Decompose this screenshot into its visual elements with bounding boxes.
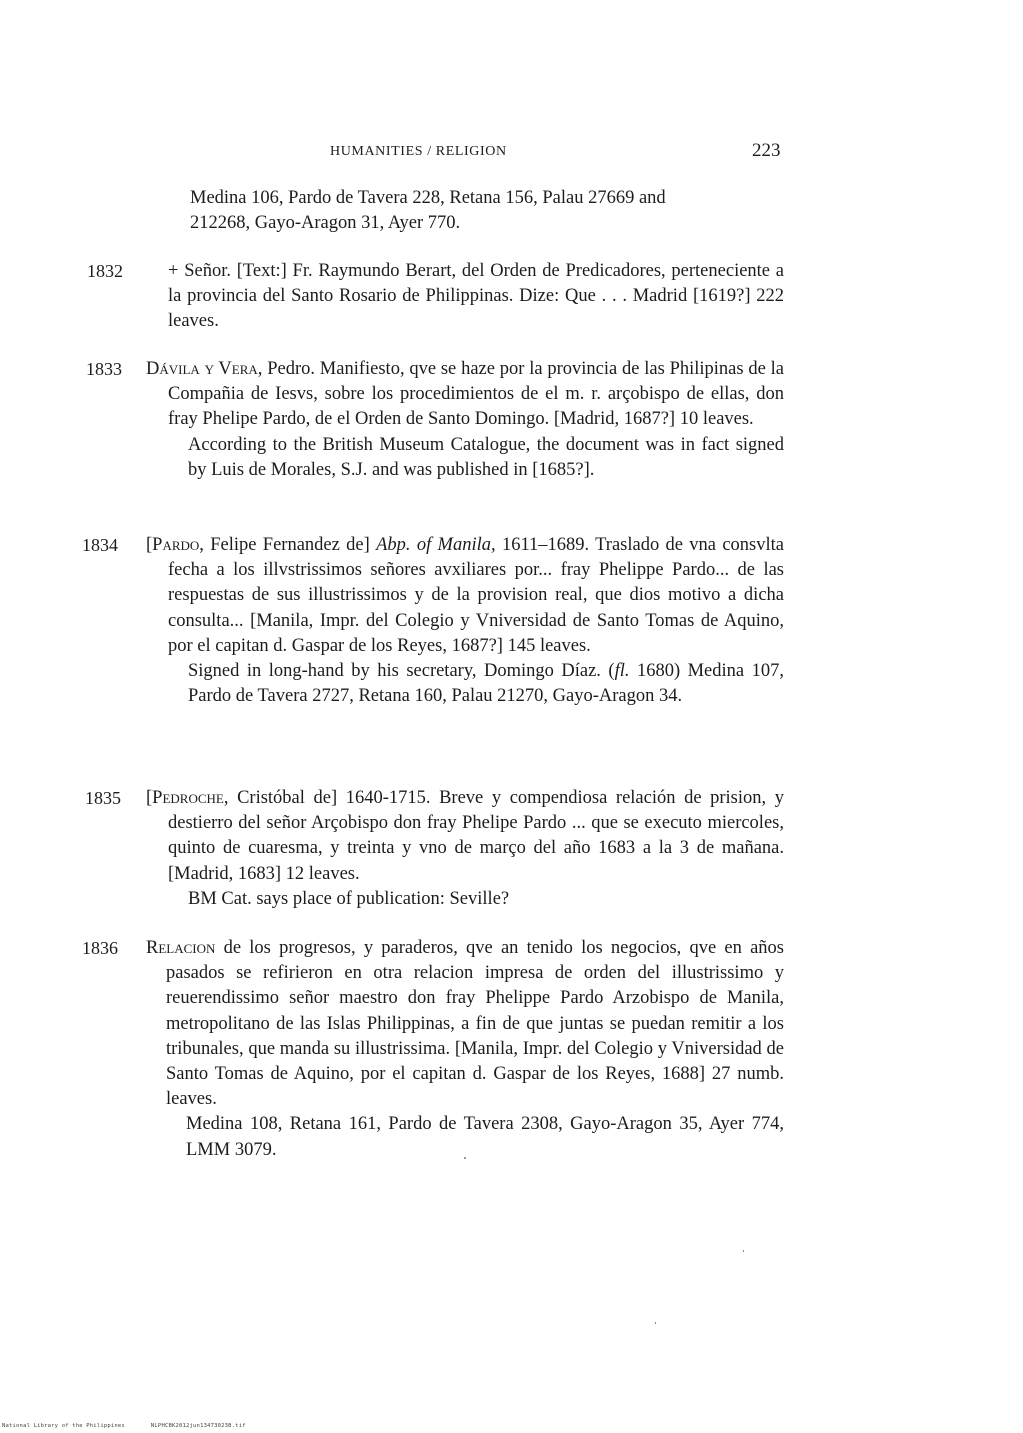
entry-1834-note-fl: fl. (614, 661, 630, 682)
entry-number-1832: 1832 (87, 261, 123, 281)
scan-speck (743, 1250, 744, 1252)
footer-library: National Library of the Philippines (2, 1423, 125, 1429)
entry-1835-text: Cristóbal de] 1640-1715. Breve y compendiosa relación de prision, y destierro del señor Arçobispo don fray Phelipe Pardo ... que se executo miercoles, quinto de cuaresma, y treinta y vno de março del año 1683 a la 3 de mañana. [Madrid, 1683] 12 leaves. (168, 788, 784, 884)
entry-1834-author-rest: Felipe Fernandez de] (203, 535, 377, 555)
entry-1835-author: Pedroche, (152, 788, 229, 808)
scan-speck (655, 1322, 656, 1324)
entry-1835-bracket: [ (146, 788, 153, 808)
footer-scan-id: NLPHCBK2012jun13473023B.tif (150, 1423, 246, 1429)
section-title: HUMANITIES / RELIGION (330, 144, 507, 159)
entry-1834-note (146, 659, 784, 709)
entry-1836-title: Relacion (146, 938, 216, 958)
entry-1832-body (168, 259, 784, 335)
entry-1835-note: BM Cat. says place of publication: Seville? (188, 888, 510, 909)
page-number: 223 (752, 140, 781, 161)
entry-1834-body (146, 533, 784, 659)
entry-1836-body (146, 936, 784, 1112)
scan-footer (2, 1423, 246, 1429)
entry-1833-body (146, 357, 784, 433)
entry-1835 (146, 786, 784, 912)
entry-number-1833: 1833 (86, 359, 122, 379)
entry-1833-text: Pedro. Manifiesto, qve se haze por la provincia de las Philipinas de la Compañia de Iesvs, sobre los procedimientos de el m. r. arçobispo de ellas, don fray Phelipe Pardo, de el Orden de Santo Domingo. [Madrid, 1687?] 10 leaves. (168, 359, 784, 430)
entry-1834-note-b: 1680) Medina 107, Pardo de Tavera 2727, Retana 160, Palau 21270, Gayo-Aragon 34. (188, 661, 784, 707)
continuation-paragraph (190, 186, 784, 236)
entry-1833-author: Dávila y Vera, (146, 359, 263, 379)
running-head (0, 140, 1023, 164)
entry-1835-body (146, 786, 784, 887)
entry-1834-title-role: Abp. of Manila, (376, 535, 496, 555)
entry-1834 (146, 533, 784, 709)
entry-1834-author: Pardo, (152, 535, 204, 555)
entry-1834-note-a: Signed in long-hand by his secretary, Domingo Díaz. ( (188, 661, 615, 682)
entry-1832-text: + Señor. [Text:] Fr. Raymundo Berart, del Orden de Predicadores, perteneciente a la provincia del Santo Rosario de Philippinas. Dize: Que . . . Madrid [1619?] 222 leaves. (168, 261, 784, 332)
entry-1834-text: 1611–1689. Traslado de vna consvlta fecha a los illvstrissimos señores avxiliares por... fray Phelippe Pardo... de las respuestas de sus illustrissimos y de la provision real, que dios motivo a dicha consulta... [Manila, Impr. del Colegio y Vniversidad de Santo Tomas de Aquino, por el capitan d. Gaspar de los Reyes, 1687?] 145 leaves. (168, 535, 784, 656)
entry-1836-note: Medina 108, Retana 161, Pardo de Tavera 2308, Gayo-Aragon 35, Ayer 774, LMM 3079. (186, 1114, 784, 1160)
entry-1833 (146, 357, 784, 483)
entry-1836-text: de los progresos, y paraderos, qve an tenido los negocios, qve en años pasados se refirieron en otra relacion impresa de orden del illustrissimo y reuerendissimo señor maestro don fray Phelippe Pardo Arzobispo de Manila, metropolitano de las Islas Philippinas, a fin de que juntas se puedan remitir a los tribunales, que manda su illustrissima. [Manila, Impr. del Colegio y Vniversidad de Santo Tomas de Aquino, por el capitan d. Gaspar de los Reyes, 1688] 27 numb. leaves. (166, 938, 784, 1110)
scan-speck (464, 1157, 466, 1159)
entry-1832 (168, 259, 784, 335)
entry-number-1834: 1834 (82, 535, 118, 555)
entry-1836 (146, 936, 784, 1163)
entry-number-1836: 1836 (82, 938, 118, 958)
continuation-line-1: Medina 106, Pardo de Tavera 228, Retana 156, Palau 27669 and (190, 188, 666, 208)
entry-number-1835: 1835 (85, 788, 121, 808)
entry-1834-bracket: [ (146, 535, 153, 555)
continuation-line-2: 212268, Gayo-Aragon 31, Ayer 770. (190, 213, 461, 234)
entry-1833-note: According to the British Museum Catalogue, the document was in fact signed by Luis de Morales, S.J. and was published in [1685?]. (188, 434, 784, 480)
